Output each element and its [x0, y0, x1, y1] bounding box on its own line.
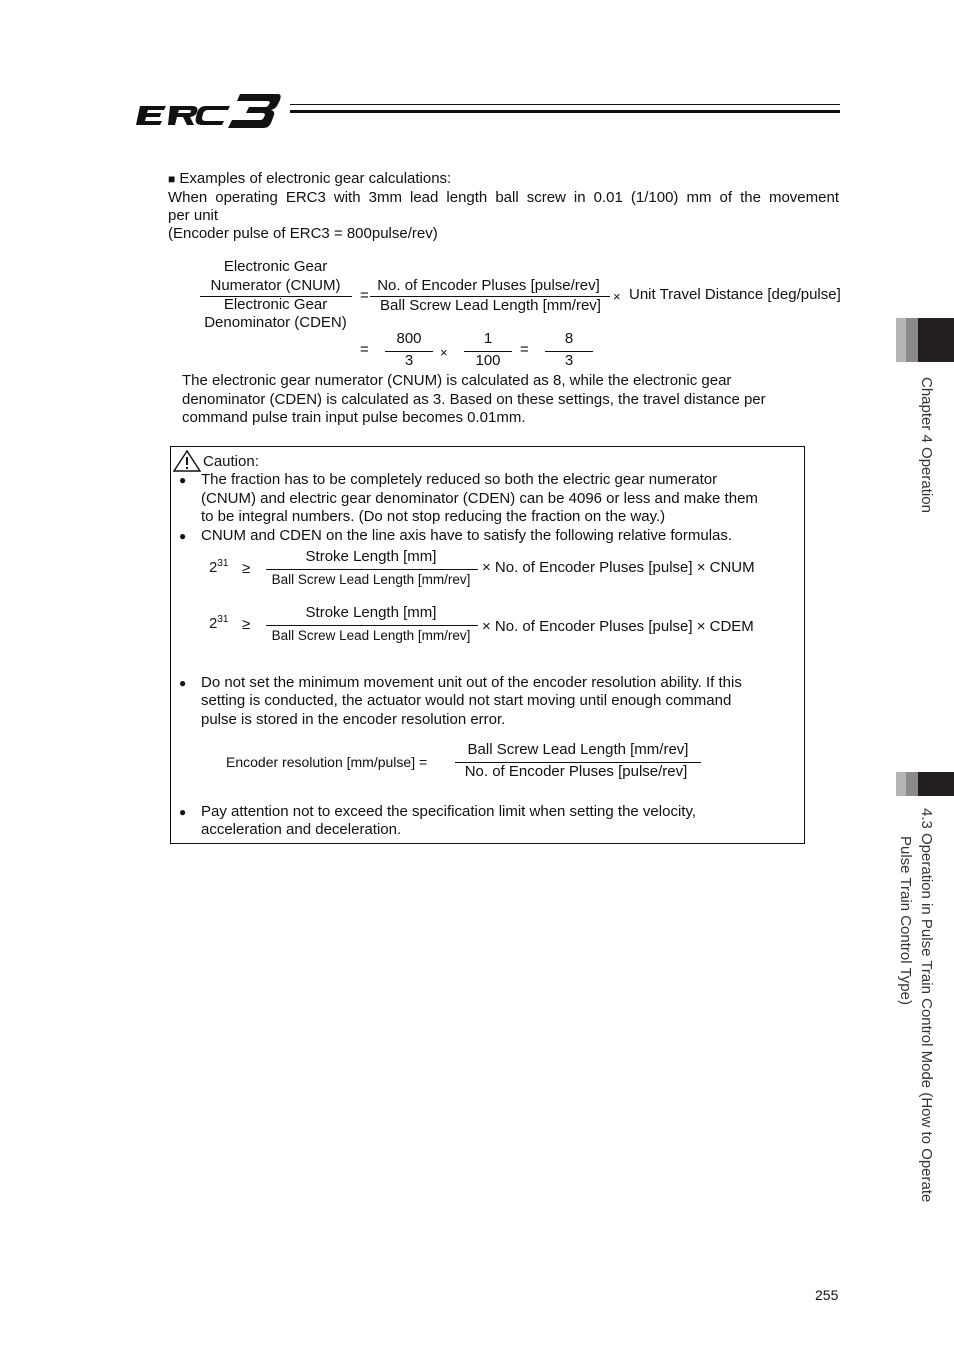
bullet-2-line-1: CNUM and CDEN on the line axis have to satisfy the following relative formulas.: [201, 527, 733, 544]
ineq1-base: 2: [209, 559, 218, 576]
chapter-tab-light: [896, 318, 906, 362]
ineq2-num: Stroke Length [mm]: [305, 604, 437, 621]
ineq1-power: [209, 559, 228, 577]
formula1-times: ×: [613, 289, 621, 304]
ineq2-base: 2: [209, 615, 218, 632]
fraction-100-num: 1: [483, 330, 493, 347]
warning-icon: [173, 450, 201, 472]
bullet-1-line-1: The fraction has to be completely reduced so both the electric gear numerator: [201, 471, 718, 488]
bullet-3-line-1: Do not set the minimum movement unit out of the encoder resolution ability. If this: [201, 674, 742, 691]
ineq2-den: Ball Screw Lead Length [mm/rev]: [271, 628, 471, 643]
chapter-side-label: Chapter 4 Operation: [918, 377, 935, 513]
rhs-denominator: Ball Screw Lead Length [mm/rev]: [380, 297, 601, 314]
bullet-dot-3: ●: [179, 676, 187, 690]
intro-line-1: When operating ERC3 with 3mm lead length ball screw in 0.01 (1/100) mm of the movement: [168, 189, 839, 206]
result-line-3: command pulse train input pulse becomes 0.01mm.: [182, 409, 526, 426]
lhs-num-line1: Electronic Gear: [223, 258, 328, 275]
header-rule-top: [290, 104, 840, 105]
bullet-1-line-3: to be integral numbers. (Do not stop reducing the fraction on the way.): [201, 508, 666, 525]
header-rule-bottom: [290, 110, 840, 113]
bullet-3-line-3: pulse is stored in the encoder resolution error.: [201, 711, 506, 728]
intro-line-3: (Encoder pulse of ERC3 = 800pulse/rev): [168, 225, 438, 242]
res-lhs: Encoder resolution [mm/pulse] =: [226, 754, 428, 770]
lhs-den-line1: Electronic Gear: [223, 296, 328, 313]
result-line-2: denominator (CDEN) is calculated as 3. Based on these settings, the travel distance per: [182, 391, 766, 408]
ineq2-ge: ≥: [242, 616, 251, 633]
page-number: 255: [815, 1287, 839, 1303]
heading-text: Examples of electronic gear calculations:: [179, 170, 452, 187]
rhs-numerator: No. of Encoder Pluses [pulse/rev]: [377, 277, 600, 294]
lhs-den-line2: Denominator (CDEN): [204, 314, 347, 331]
ineq1-tail: × No. of Encoder Pluses [pulse] × CNUM: [482, 559, 755, 576]
section-tab-mid: [906, 772, 918, 796]
bullet-3-line-2: setting is conducted, the actuator would not start moving until enough command: [201, 692, 732, 709]
formula1-equals: =: [360, 287, 369, 304]
ineq2-exp: 31: [217, 614, 229, 625]
section-tab-dark: [918, 772, 954, 796]
fraction-100-den: 100: [475, 352, 501, 369]
rhs-tail: Unit Travel Distance [deg/pulse]: [629, 286, 841, 303]
fraction-800-num: 800: [396, 330, 422, 347]
intro-line-2: per unit: [168, 207, 219, 224]
bullet-dot-4: ●: [179, 805, 187, 819]
ineq1-num: Stroke Length [mm]: [305, 548, 437, 565]
chapter-tab-dark: [918, 318, 954, 362]
formula2-times: ×: [440, 345, 448, 360]
caution-title: Caution:: [203, 453, 259, 470]
ineq2-bar: [266, 625, 478, 626]
res-num: Ball Screw Lead Length [mm/rev]: [467, 741, 689, 758]
ineq1-ge: ≥: [242, 560, 251, 577]
intro-heading: [168, 170, 451, 188]
section-side-label-1: 4.3 Operation in Pulse Train Control Mode (How to Operate: [918, 808, 935, 1203]
bullet-dot-2: ●: [179, 529, 187, 543]
result-line-1: The electronic gear numerator (CNUM) is calculated as 8, while the electronic gear: [182, 372, 732, 389]
lhs-num-line2: Numerator (CNUM): [210, 277, 341, 294]
chapter-tab-mid: [906, 318, 918, 362]
heading-marker: ■: [168, 172, 176, 186]
ineq1-den: Ball Screw Lead Length [mm/rev]: [271, 572, 471, 587]
fraction-800-den: 3: [404, 352, 414, 369]
bullet-dot-1: ●: [179, 473, 187, 487]
formula2-equals-1: =: [360, 341, 369, 358]
bullet-1-line-2: (CNUM) and electric gear denominator (CDEN) can be 4096 or less and make them: [201, 490, 758, 507]
erc3-logo-graphic: [136, 92, 281, 130]
formula2-equals-2: =: [520, 341, 529, 358]
erc3-logo: [136, 92, 281, 130]
section-tab-light: [896, 772, 906, 796]
bullet-4-line-2: acceleration and deceleration.: [201, 821, 402, 838]
fraction-result-num: 8: [564, 330, 574, 347]
fraction-result-den: 3: [564, 352, 574, 369]
ineq1-exp: 31: [217, 558, 229, 569]
res-den: No. of Encoder Pluses [pulse/rev]: [464, 763, 688, 780]
ineq1-bar: [266, 569, 478, 570]
section-side-label-2: Pulse Train Control Type): [897, 836, 914, 1005]
ineq2-power: [209, 615, 228, 633]
ineq2-tail: × No. of Encoder Pluses [pulse] × CDEM: [482, 618, 754, 635]
bullet-4-line-1: Pay attention not to exceed the specification limit when setting the velocity,: [201, 803, 696, 820]
